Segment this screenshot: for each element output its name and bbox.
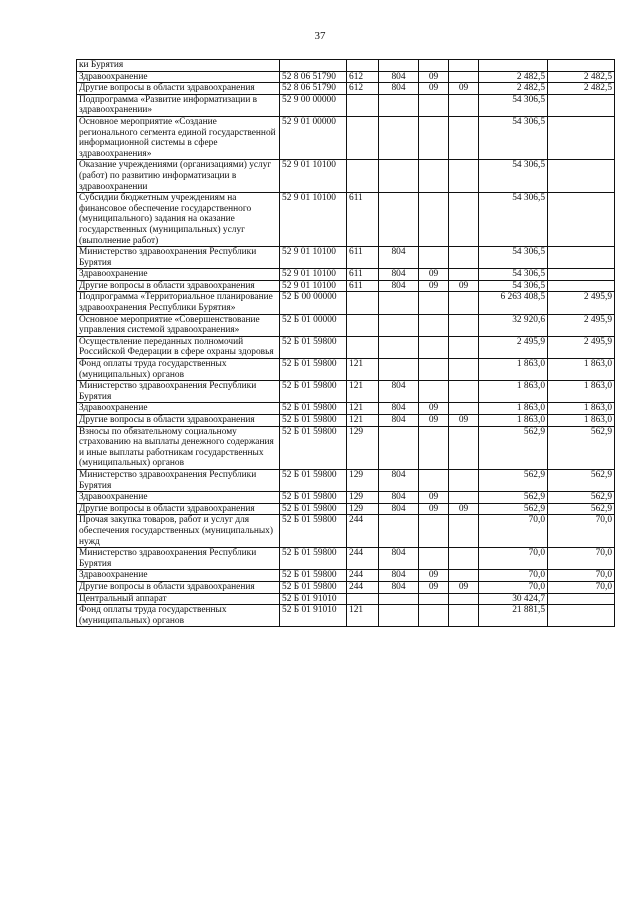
row-subsection-cell xyxy=(449,71,479,83)
table-row xyxy=(77,503,615,515)
row-amount-cell: 1 863,0 xyxy=(479,415,548,427)
page-number: 37 xyxy=(314,30,326,42)
row-expense-type-cell: 611 xyxy=(347,269,379,281)
row-code-cell: 52 9 01 00000 xyxy=(280,116,347,159)
row-federal-amount-cell: 562,9 xyxy=(548,503,615,515)
row-expense-type-cell: 612 xyxy=(347,83,379,95)
row-name-cell: Здравоохранение xyxy=(77,570,280,582)
row-amount-cell: 30 424,7 xyxy=(479,593,548,605)
row-federal-amount-cell: 2 495,9 xyxy=(548,314,615,336)
row-section-cell xyxy=(419,292,449,314)
row-name-cell: Основное мероприятие «Совершенствование управления системой здравоохранения» xyxy=(77,314,280,336)
row-department-cell: 804 xyxy=(379,469,419,491)
row-amount-cell: 1 863,0 xyxy=(479,403,548,415)
table-row xyxy=(77,359,615,381)
row-amount-cell: 1 863,0 xyxy=(479,359,548,381)
row-section-cell xyxy=(419,593,449,605)
row-federal-amount-cell: 562,9 xyxy=(548,469,615,491)
table-row xyxy=(77,71,615,83)
row-section-cell xyxy=(419,247,449,269)
row-federal-amount-cell: 70,0 xyxy=(548,570,615,582)
row-department-cell xyxy=(379,605,419,627)
row-subsection-cell xyxy=(449,492,479,504)
row-expense-type-cell xyxy=(347,336,379,358)
row-code-cell: 52 Б 01 59800 xyxy=(280,492,347,504)
row-name-cell: ки Бурятия xyxy=(77,60,280,72)
row-department-cell: 804 xyxy=(379,280,419,292)
row-department-cell xyxy=(379,292,419,314)
row-subsection-cell xyxy=(449,426,479,469)
row-department-cell xyxy=(379,193,419,247)
row-code-cell: 52 Б 01 59800 xyxy=(280,570,347,582)
row-federal-amount-cell: 2 495,9 xyxy=(548,292,615,314)
row-department-cell xyxy=(379,116,419,159)
row-amount-cell: 562,9 xyxy=(479,492,548,504)
row-code-cell: 52 Б 01 59800 xyxy=(280,548,347,570)
row-amount-cell: 562,9 xyxy=(479,469,548,491)
row-expense-type-cell: 611 xyxy=(347,247,379,269)
row-name-cell: Другие вопросы в области здравоохранения xyxy=(77,280,280,292)
row-section-cell xyxy=(419,60,449,72)
row-section-cell xyxy=(419,359,449,381)
row-federal-amount-cell: 562,9 xyxy=(548,426,615,469)
row-name-cell: Другие вопросы в области здравоохранения xyxy=(77,503,280,515)
row-name-cell: Подпрограмма «Территориальное планирование здравоохранения Республики Бурятия» xyxy=(77,292,280,314)
row-department-cell: 804 xyxy=(379,492,419,504)
row-section-cell xyxy=(419,426,449,469)
row-code-cell: 52 8 06 51790 xyxy=(280,83,347,95)
table-row xyxy=(77,581,615,593)
row-name-cell: Другие вопросы в области здравоохранения xyxy=(77,83,280,95)
row-subsection-cell: 09 xyxy=(449,415,479,427)
row-amount-cell: 70,0 xyxy=(479,548,548,570)
row-name-cell: Другие вопросы в области здравоохранения xyxy=(77,415,280,427)
row-federal-amount-cell: 1 863,0 xyxy=(548,403,615,415)
row-name-cell: Здравоохранение xyxy=(77,492,280,504)
row-department-cell: 804 xyxy=(379,581,419,593)
row-section-cell xyxy=(419,515,449,548)
row-subsection-cell xyxy=(449,314,479,336)
row-federal-amount-cell xyxy=(548,280,615,292)
row-code-cell: 52 Б 01 59800 xyxy=(280,359,347,381)
row-name-cell: Фонд оплаты труда государственных (муниципальных) органов xyxy=(77,359,280,381)
row-department-cell: 804 xyxy=(379,71,419,83)
row-section-cell: 09 xyxy=(419,269,449,281)
row-expense-type-cell: 121 xyxy=(347,403,379,415)
row-expense-type-cell: 244 xyxy=(347,581,379,593)
row-expense-type-cell xyxy=(347,116,379,159)
table-row xyxy=(77,381,615,403)
row-amount-cell: 2 482,5 xyxy=(479,83,548,95)
table-row xyxy=(77,292,615,314)
row-department-cell xyxy=(379,160,419,193)
row-name-cell: Субсидии бюджетным учреждениям на финансовое обеспечение государственного (муниципального) задания на оказание государственных (муниципальных) услуг (выполнение работ) xyxy=(77,193,280,247)
row-amount-cell: 54 306,5 xyxy=(479,160,548,193)
row-code-cell: 52 Б 01 91010 xyxy=(280,605,347,627)
table-row xyxy=(77,280,615,292)
row-code-cell: 52 9 01 10100 xyxy=(280,269,347,281)
row-section-cell: 09 xyxy=(419,492,449,504)
row-section-cell xyxy=(419,469,449,491)
row-department-cell: 804 xyxy=(379,570,419,582)
table-row xyxy=(77,469,615,491)
row-department-cell: 804 xyxy=(379,503,419,515)
row-department-cell xyxy=(379,314,419,336)
row-section-cell: 09 xyxy=(419,415,449,427)
row-name-cell: Здравоохранение xyxy=(77,71,280,83)
row-subsection-cell xyxy=(449,60,479,72)
budget-table xyxy=(76,59,615,627)
row-expense-type-cell: 121 xyxy=(347,605,379,627)
row-subsection-cell xyxy=(449,292,479,314)
row-federal-amount-cell xyxy=(548,605,615,627)
row-department-cell xyxy=(379,94,419,116)
row-section-cell xyxy=(419,381,449,403)
row-expense-type-cell: 611 xyxy=(347,280,379,292)
row-expense-type-cell: 129 xyxy=(347,469,379,491)
row-amount-cell: 70,0 xyxy=(479,570,548,582)
table-row xyxy=(77,314,615,336)
row-subsection-cell: 09 xyxy=(449,83,479,95)
table-row xyxy=(77,83,615,95)
row-federal-amount-cell: 2 482,5 xyxy=(548,83,615,95)
row-name-cell: Фонд оплаты труда государственных (муниципальных) органов xyxy=(77,605,280,627)
row-code-cell: 52 Б 01 59800 xyxy=(280,503,347,515)
table-row xyxy=(77,492,615,504)
row-federal-amount-cell xyxy=(548,247,615,269)
row-amount-cell: 21 881,5 xyxy=(479,605,548,627)
row-amount-cell: 54 306,5 xyxy=(479,280,548,292)
table-row xyxy=(77,605,615,627)
row-subsection-cell xyxy=(449,94,479,116)
row-department-cell xyxy=(379,359,419,381)
row-name-cell: Министерство здравоохранения Республики Бурятия xyxy=(77,548,280,570)
table-row xyxy=(77,426,615,469)
row-department-cell xyxy=(379,426,419,469)
table-row xyxy=(77,403,615,415)
row-code-cell: 52 Б 01 59800 xyxy=(280,336,347,358)
table-row xyxy=(77,60,615,72)
row-federal-amount-cell: 2 482,5 xyxy=(548,71,615,83)
table-row xyxy=(77,94,615,116)
row-section-cell: 09 xyxy=(419,71,449,83)
row-expense-type-cell: 129 xyxy=(347,426,379,469)
row-code-cell: 52 9 01 10100 xyxy=(280,193,347,247)
row-department-cell: 804 xyxy=(379,83,419,95)
row-amount-cell: 54 306,5 xyxy=(479,269,548,281)
row-code-cell: 52 9 01 10100 xyxy=(280,247,347,269)
row-department-cell: 804 xyxy=(379,415,419,427)
row-subsection-cell xyxy=(449,548,479,570)
row-section-cell: 09 xyxy=(419,503,449,515)
row-federal-amount-cell xyxy=(548,60,615,72)
table-row xyxy=(77,160,615,193)
table-row xyxy=(77,269,615,281)
row-department-cell xyxy=(379,593,419,605)
table-row xyxy=(77,515,615,548)
row-department-cell: 804 xyxy=(379,247,419,269)
row-code-cell: 52 9 01 10100 xyxy=(280,280,347,292)
row-section-cell: 09 xyxy=(419,570,449,582)
row-code-cell: 52 Б 01 59800 xyxy=(280,581,347,593)
table-row xyxy=(77,415,615,427)
row-expense-type-cell xyxy=(347,593,379,605)
row-federal-amount-cell xyxy=(548,94,615,116)
row-section-cell: 09 xyxy=(419,403,449,415)
row-name-cell: Взносы по обязательному социальному страхованию на выплаты денежного содержания и иные выплаты работникам государственных (муниципальных) органов xyxy=(77,426,280,469)
row-federal-amount-cell xyxy=(548,269,615,281)
row-name-cell: Министерство здравоохранения Республики Бурятия xyxy=(77,469,280,491)
row-subsection-cell xyxy=(449,593,479,605)
row-amount-cell: 54 306,5 xyxy=(479,94,548,116)
row-code-cell xyxy=(280,60,347,72)
row-amount-cell: 2 495,9 xyxy=(479,336,548,358)
row-federal-amount-cell xyxy=(548,593,615,605)
table-row xyxy=(77,548,615,570)
row-department-cell: 804 xyxy=(379,381,419,403)
row-federal-amount-cell: 2 495,9 xyxy=(548,336,615,358)
row-section-cell xyxy=(419,314,449,336)
row-department-cell xyxy=(379,336,419,358)
row-federal-amount-cell: 562,9 xyxy=(548,492,615,504)
row-expense-type-cell xyxy=(347,94,379,116)
row-expense-type-cell: 244 xyxy=(347,570,379,582)
row-amount-cell: 1 863,0 xyxy=(479,381,548,403)
row-expense-type-cell: 244 xyxy=(347,515,379,548)
row-expense-type-cell: 244 xyxy=(347,548,379,570)
row-expense-type-cell xyxy=(347,314,379,336)
row-federal-amount-cell xyxy=(548,116,615,159)
row-expense-type-cell xyxy=(347,60,379,72)
row-section-cell xyxy=(419,548,449,570)
row-section-cell xyxy=(419,116,449,159)
row-federal-amount-cell: 1 863,0 xyxy=(548,415,615,427)
row-federal-amount-cell xyxy=(548,160,615,193)
row-subsection-cell xyxy=(449,336,479,358)
row-expense-type-cell: 129 xyxy=(347,492,379,504)
row-expense-type-cell: 612 xyxy=(347,71,379,83)
table-row xyxy=(77,336,615,358)
row-subsection-cell xyxy=(449,269,479,281)
row-section-cell: 09 xyxy=(419,581,449,593)
row-code-cell: 52 Б 01 59800 xyxy=(280,381,347,403)
table-row xyxy=(77,247,615,269)
table-row xyxy=(77,570,615,582)
row-expense-type-cell: 611 xyxy=(347,193,379,247)
row-expense-type-cell: 121 xyxy=(347,381,379,403)
row-subsection-cell xyxy=(449,403,479,415)
row-expense-type-cell: 121 xyxy=(347,359,379,381)
row-name-cell: Подпрограмма «Развитие информатизации в здравоохранении» xyxy=(77,94,280,116)
table-row xyxy=(77,193,615,247)
budget-table-body xyxy=(77,60,615,627)
row-subsection-cell xyxy=(449,116,479,159)
row-amount-cell: 54 306,5 xyxy=(479,247,548,269)
row-name-cell: Прочая закупка товаров, работ и услуг для обеспечения государственных (муниципальных) нужд xyxy=(77,515,280,548)
row-expense-type-cell: 129 xyxy=(347,503,379,515)
row-code-cell: 52 9 01 10100 xyxy=(280,160,347,193)
row-subsection-cell xyxy=(449,605,479,627)
row-subsection-cell xyxy=(449,515,479,548)
row-name-cell: Здравоохранение xyxy=(77,403,280,415)
row-section-cell xyxy=(419,193,449,247)
row-department-cell: 804 xyxy=(379,403,419,415)
row-federal-amount-cell: 1 863,0 xyxy=(548,359,615,381)
row-name-cell: Осуществление переданных полномочий Российской Федерации в сфере охраны здоровья xyxy=(77,336,280,358)
row-code-cell: 52 Б 00 00000 xyxy=(280,292,347,314)
row-name-cell: Здравоохранение xyxy=(77,269,280,281)
row-federal-amount-cell: 70,0 xyxy=(548,581,615,593)
row-subsection-cell: 09 xyxy=(449,581,479,593)
row-code-cell: 52 Б 01 00000 xyxy=(280,314,347,336)
row-name-cell: Министерство здравоохранения Республики Бурятия xyxy=(77,247,280,269)
row-amount-cell: 70,0 xyxy=(479,515,548,548)
row-amount-cell: 70,0 xyxy=(479,581,548,593)
row-code-cell: 52 8 06 51790 xyxy=(280,71,347,83)
row-code-cell: 52 Б 01 59800 xyxy=(280,469,347,491)
row-expense-type-cell xyxy=(347,160,379,193)
row-federal-amount-cell xyxy=(548,193,615,247)
row-subsection-cell xyxy=(449,160,479,193)
row-name-cell: Оказание учреждениями (организациями) услуг (работ) по развитию информатизации в здравоохранении xyxy=(77,160,280,193)
row-subsection-cell xyxy=(449,193,479,247)
row-subsection-cell xyxy=(449,381,479,403)
row-section-cell xyxy=(419,160,449,193)
row-code-cell: 52 Б 01 59800 xyxy=(280,515,347,548)
row-section-cell xyxy=(419,336,449,358)
row-code-cell: 52 Б 01 59800 xyxy=(280,426,347,469)
row-code-cell: 52 Б 01 91010 xyxy=(280,593,347,605)
row-department-cell: 804 xyxy=(379,548,419,570)
row-section-cell xyxy=(419,605,449,627)
row-expense-type-cell: 121 xyxy=(347,415,379,427)
row-federal-amount-cell: 70,0 xyxy=(548,515,615,548)
row-section-cell xyxy=(419,94,449,116)
row-subsection-cell xyxy=(449,247,479,269)
row-amount-cell: 6 263 408,5 xyxy=(479,292,548,314)
row-federal-amount-cell: 70,0 xyxy=(548,548,615,570)
row-amount-cell: 54 306,5 xyxy=(479,193,548,247)
row-name-cell: Другие вопросы в области здравоохранения xyxy=(77,581,280,593)
row-code-cell: 52 Б 01 59800 xyxy=(280,415,347,427)
row-amount-cell xyxy=(479,60,548,72)
row-expense-type-cell xyxy=(347,292,379,314)
row-subsection-cell: 09 xyxy=(449,503,479,515)
row-subsection-cell: 09 xyxy=(449,280,479,292)
row-code-cell: 52 Б 01 59800 xyxy=(280,403,347,415)
row-subsection-cell xyxy=(449,570,479,582)
row-section-cell: 09 xyxy=(419,280,449,292)
row-amount-cell: 562,9 xyxy=(479,503,548,515)
row-department-cell xyxy=(379,515,419,548)
row-department-cell xyxy=(379,60,419,72)
row-section-cell: 09 xyxy=(419,83,449,95)
row-subsection-cell xyxy=(449,469,479,491)
row-name-cell: Центральный аппарат xyxy=(77,593,280,605)
table-row xyxy=(77,116,615,159)
row-amount-cell: 562,9 xyxy=(479,426,548,469)
row-subsection-cell xyxy=(449,359,479,381)
row-code-cell: 52 9 00 00000 xyxy=(280,94,347,116)
row-amount-cell: 32 920,6 xyxy=(479,314,548,336)
row-federal-amount-cell: 1 863,0 xyxy=(548,381,615,403)
row-department-cell: 804 xyxy=(379,269,419,281)
row-name-cell: Министерство здравоохранения Республики Бурятия xyxy=(77,381,280,403)
row-amount-cell: 54 306,5 xyxy=(479,116,548,159)
row-amount-cell: 2 482,5 xyxy=(479,71,548,83)
row-name-cell: Основное мероприятие «Создание регионального сегмента единой государственной информационной системы в сфере здравоохранения» xyxy=(77,116,280,159)
table-row xyxy=(77,593,615,605)
